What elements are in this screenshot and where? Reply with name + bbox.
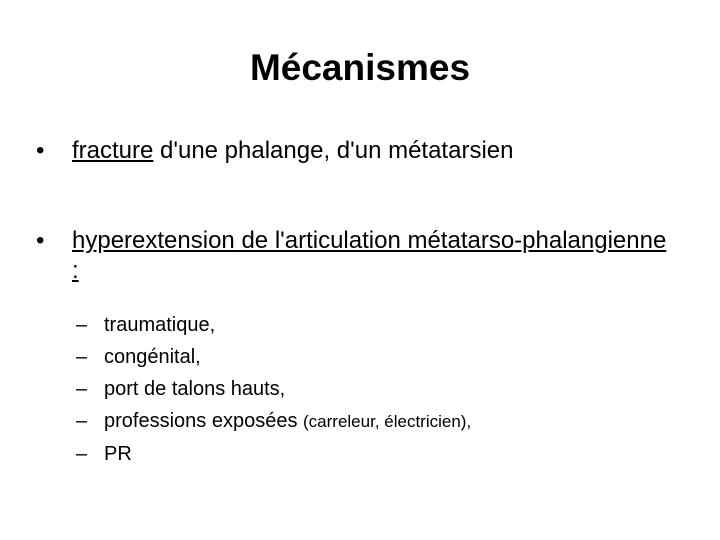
sub-item — [76, 309, 471, 341]
sub-item — [76, 405, 471, 438]
sub-item — [76, 373, 471, 405]
bullet-hyperextension — [36, 226, 676, 286]
sub-item-note: (carreleur, électricien), — [303, 412, 472, 431]
sub-item-text: professions exposées — [104, 410, 304, 432]
sub-item-text: port de talons hauts, — [104, 378, 286, 400]
bullet-marker: • — [36, 137, 45, 164]
slide-title: Mécanismes — [249, 47, 471, 88]
dash-marker: – — [76, 314, 88, 336]
bullet-marker: • — [36, 227, 45, 254]
dash-marker: – — [76, 378, 88, 400]
sub-item — [76, 438, 471, 470]
sub-item-text: PR — [104, 443, 132, 465]
dash-marker: – — [76, 346, 88, 368]
bullet-rest: d'une phalange, d'un métatarsien — [153, 137, 514, 164]
fracture-link[interactable]: fracture — [72, 137, 154, 164]
dash-marker: – — [76, 443, 88, 465]
bullet-text — [72, 136, 686, 166]
bullet-rest: de l'articulation métatarso-phalangienne : — [72, 227, 667, 284]
bullet-fracture — [36, 136, 686, 166]
sub-item — [76, 341, 471, 373]
bullet-text — [72, 226, 676, 286]
sub-item-text: congénital, — [104, 346, 201, 368]
sub-item-text: traumatique, — [104, 314, 216, 336]
dash-marker: – — [76, 410, 88, 432]
sub-item-list — [76, 309, 471, 470]
hyperextension-link[interactable]: hyperextension — [72, 227, 235, 254]
